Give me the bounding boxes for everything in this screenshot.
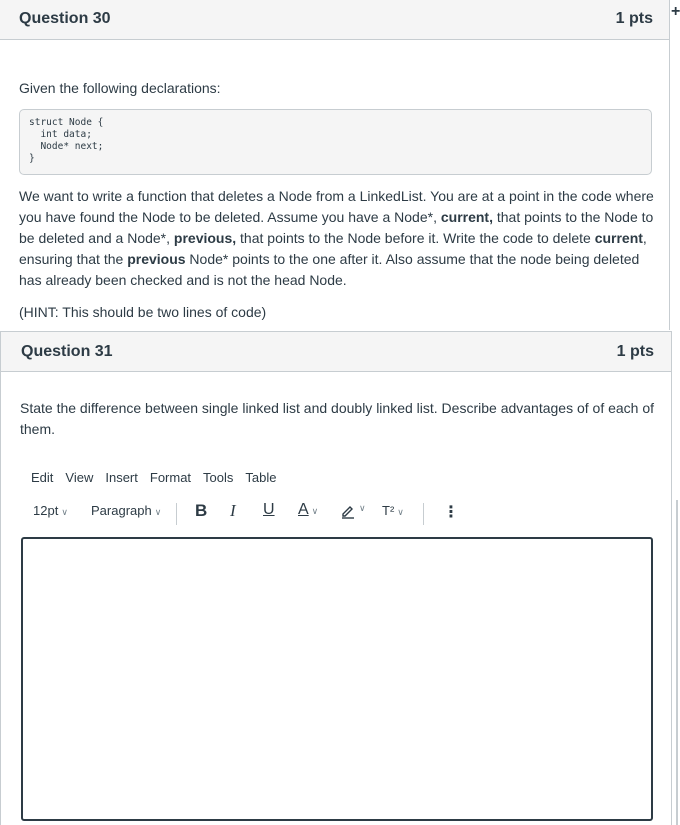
menu-insert[interactable]: Insert xyxy=(105,470,138,485)
body-text: , ensuring that the xyxy=(19,230,647,267)
more-vertical-icon[interactable]: ⋮ xyxy=(443,504,459,521)
text-color-icon: A xyxy=(298,501,309,518)
body-bold-current: current, xyxy=(440,209,493,225)
chevron-down-icon: ∨ xyxy=(311,506,319,516)
menu-table[interactable]: Table xyxy=(245,470,277,485)
chevron-down-icon: ∨ xyxy=(359,503,366,513)
question-31-title: Question 31 xyxy=(21,343,113,360)
menu-view[interactable]: View xyxy=(65,470,94,485)
font-size-select[interactable] xyxy=(33,503,68,518)
question-31-points: 1 pts xyxy=(616,343,654,360)
question-30-points: 1 pts xyxy=(615,10,653,27)
code-text: struct Node { int data; Node* next; } xyxy=(29,117,104,164)
toolbar-divider xyxy=(423,503,424,525)
highlighter-icon xyxy=(340,503,356,519)
question-30-body xyxy=(19,186,659,291)
question-31-prompt: State the difference between single linked list and doubly linked list. Describe advantages of of each of them. xyxy=(20,400,655,437)
text-color-button[interactable] xyxy=(298,501,318,519)
body-text: that points to the Node before it. Write the code to delete xyxy=(236,230,595,246)
question-30-title: Question 30 xyxy=(19,10,111,27)
question-30-hint: (HINT: This should be two lines of code) xyxy=(19,304,267,320)
chevron-down-icon: ∨ xyxy=(154,507,162,517)
font-size-value: 12pt xyxy=(33,503,59,518)
italic-button[interactable]: I xyxy=(230,501,236,520)
body-text: We want to write a function that deletes a Node from a LinkedList. You are at a point in the code where you have found the Node to be deleted. Assume you have a Node*, xyxy=(19,188,654,225)
rich-text-editor-area[interactable] xyxy=(21,537,653,821)
bold-button[interactable]: B xyxy=(195,501,208,520)
superscript-icon: T² xyxy=(382,503,395,518)
block-format-select[interactable] xyxy=(91,503,161,518)
chevron-down-icon: ∨ xyxy=(61,507,68,517)
underline-button[interactable]: U xyxy=(263,501,275,518)
code-block xyxy=(19,109,652,175)
body-bold-previous-2: previous xyxy=(127,251,186,267)
body-bold-current-2: current xyxy=(594,230,643,246)
corner-plus-glyph: + xyxy=(671,3,680,20)
toolbar-divider xyxy=(176,503,177,525)
superscript-button[interactable] xyxy=(382,503,404,518)
question-31-header xyxy=(1,332,671,372)
body-text: that points to the Node to be deleted and a Node*, xyxy=(19,209,654,246)
menu-format[interactable]: Format xyxy=(149,470,192,485)
scrollbar[interactable] xyxy=(676,500,678,825)
highlight-color-button[interactable] xyxy=(340,503,366,522)
body-text: Node* points to the one after it. Also assume that the node being deleted has already been checked and is not the head Node. xyxy=(19,251,640,288)
body-bold-previous: previous, xyxy=(173,230,237,246)
block-format-value: Paragraph xyxy=(91,503,152,518)
chevron-down-icon: ∨ xyxy=(397,507,404,517)
editor-menubar xyxy=(31,470,288,485)
question-30-header xyxy=(0,0,669,40)
menu-tools[interactable]: Tools xyxy=(203,470,234,485)
question-30-card xyxy=(0,0,670,330)
question-30-intro: Given the following declarations: xyxy=(19,80,221,96)
menu-edit[interactable]: Edit xyxy=(31,470,54,485)
